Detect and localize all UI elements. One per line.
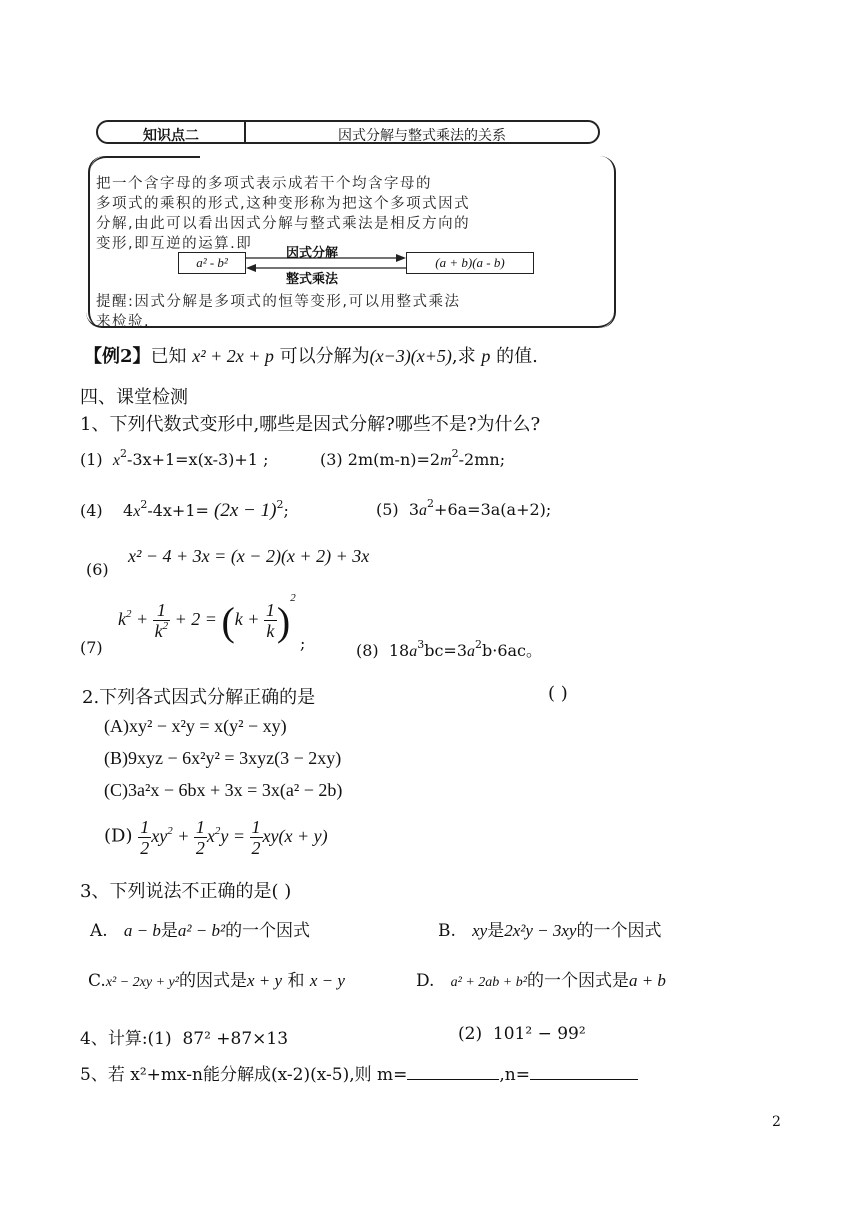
example-expression: x² + 2x + p bbox=[192, 346, 274, 366]
q1-item-5: (5) $3a^2+6a=3a(a+2)$; bbox=[376, 497, 552, 519]
q3-stem: 3、下列说法不正确的是( ) bbox=[80, 881, 292, 902]
knowledge-line-2: 多项式的乘积的形式,这种变形称为把这个多项式因式 bbox=[96, 196, 471, 212]
formula-right-box: (a + b)(a - b) bbox=[406, 252, 534, 274]
q2-answer-paren: ( ) bbox=[548, 683, 568, 704]
q1-item-4: (4) $4x^2-4x+1= (2x - 1)^2$; bbox=[80, 498, 289, 521]
q3-option-b: B. xy是2x²y − 3xy的一个因式 bbox=[438, 921, 662, 941]
q4: 4、计算:(1) 87² +87×13 bbox=[80, 1029, 289, 1049]
q1-item-6: x² − 4 + 3x = (x − 2)(x + 2) + 3x bbox=[128, 546, 370, 566]
reminder-line-1: 提醒:因式分解是多项式的恒等变形,可以用整式乘法 bbox=[96, 294, 461, 310]
q2-option-b: (B)9xyz − 6x²y² = 3xyz(3 − 2xy) bbox=[104, 748, 342, 768]
q1-item-7-end: ; bbox=[300, 634, 306, 653]
q2-stem: 2.下列各式因式分解正确的是 bbox=[82, 687, 316, 708]
blank-m[interactable] bbox=[407, 1079, 499, 1080]
section-title: 四、课堂检测 bbox=[80, 387, 188, 408]
q2-option-d: (D) $\frac{1}{2}$ $xy^2$ + $\frac{1}{2}$ $x^2y$ = $\frac{1}{2}$ xy(x + y) bbox=[104, 817, 328, 858]
example-label: 【例2】 bbox=[84, 346, 151, 367]
q1-item-6-label: (6) bbox=[86, 560, 109, 579]
q1-stem: 1、下列代数式变形中,哪些是因式分解?哪些不是?为什么? bbox=[80, 414, 541, 435]
q4-part-2: (2) 101² − 99² bbox=[458, 1024, 586, 1044]
example-2: 【例2】已知 x² + 2x + p 可以分解为(x−3)(x+5),求 p 的值. bbox=[84, 346, 538, 367]
knowledge-title: 因式分解与整式乘法的关系 bbox=[338, 128, 506, 144]
q1-item-1: (1) $x^2-3x+1=x(x-3)+1$ ; bbox=[80, 447, 269, 469]
q2-option-c: (C)3a²x − 6bx + 3x = 3x(a² − 2b) bbox=[104, 780, 343, 800]
q3-option-c: C.x² − 2xy + y²的因式是x + y 和 x − y bbox=[88, 971, 345, 991]
q1-item-7-label: (7) bbox=[80, 638, 103, 657]
knowledge-line-1: 把一个含字母的多项式表示成若干个均含字母的 bbox=[96, 176, 432, 192]
blank-n[interactable] bbox=[530, 1079, 638, 1080]
formula-left-box: a² - b² bbox=[178, 252, 246, 274]
q2-option-a: (A)xy² − x²y = x(y² − xy) bbox=[104, 716, 287, 736]
page-number: 2 bbox=[772, 1114, 781, 1130]
knowledge-line-3: 分解,由此可以看出因式分解与整式乘法是相反方向的 bbox=[96, 216, 471, 232]
arrow-multiplication-label: 整式乘法 bbox=[286, 272, 339, 287]
knowledge-line-4: 变形,即互逆的运算.即 bbox=[96, 236, 253, 252]
q3-option-a: A. a − b是a² − b²的一个因式 bbox=[90, 921, 311, 941]
q3-option-d: D. a² + 2ab + b²的一个因式是a + b bbox=[416, 971, 666, 991]
knowledge-header bbox=[96, 120, 600, 144]
q1-item-8: (8) $18a^3bc=3a^2b\cdot 6ac$。 bbox=[356, 638, 543, 660]
q1-item-3: (3) $2m(m-n)=2m^2-2mn$; bbox=[320, 447, 506, 469]
q5: 5、若 x²+mx-n能分解成(x-2)(x-5),则 m= ,n= bbox=[80, 1060, 638, 1085]
example-factored: (x−3)(x+5) bbox=[369, 346, 452, 366]
knowledge-tag: 知识点二 bbox=[143, 128, 199, 144]
reminder-line-2: 来检验. bbox=[96, 314, 151, 330]
q1-item-7: $k^2$ + $\frac{1}{k^2}$ + 2 = (k + $\frac{1}{k}$ )$^2$ bbox=[118, 592, 296, 644]
q4-part-1: 87² +87×13 bbox=[182, 1029, 289, 1049]
arrow-factorization-label: 因式分解 bbox=[286, 246, 339, 261]
